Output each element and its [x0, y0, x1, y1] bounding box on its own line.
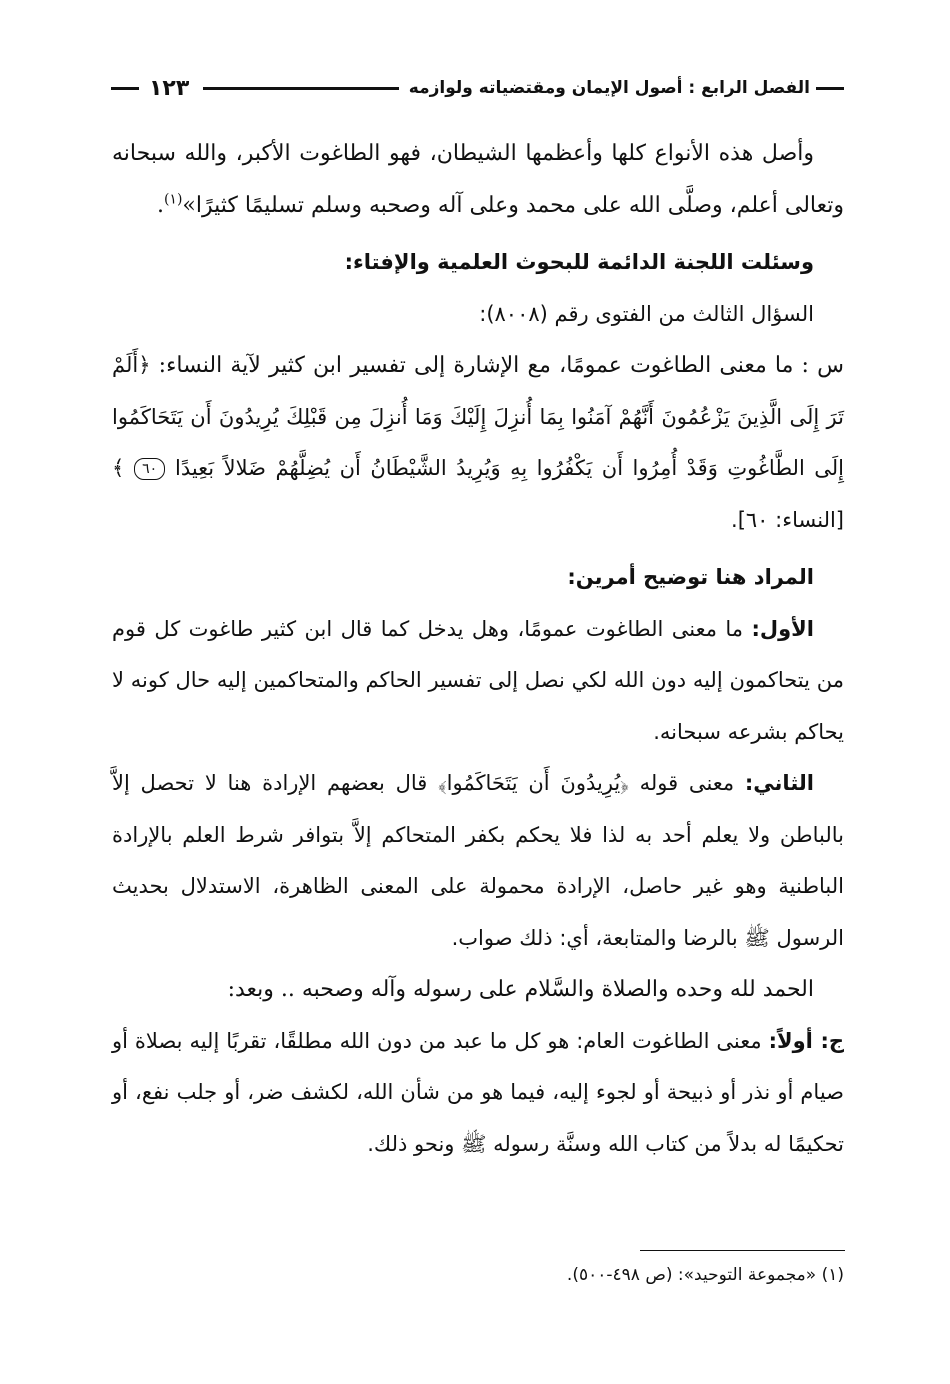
- surah-reference: [النساء: ٦٠].: [731, 507, 844, 532]
- ayah-number: ٦٠: [134, 458, 165, 480]
- first-point: الأول: ما معنى الطاغوت عمومًا، وهل يدخل كما قال ابن كثير طاغوت كل قوم من يتحاكمون إليه دون الله لكي نصل إلى تفسير الحاكم والمتحاكمين إليه حال كونه لا يحاكم بشرعه سبحانه.: [112, 616, 844, 744]
- quran-verse: ﴿أَلَمْ تَرَ إِلَى الَّذِينَ يَزْعُمُونَ أَنَّهُمْ آمَنُوا بِمَا أُنزِلَ إِلَيْكَ وَمَا أُنزِلَ مِن قَبْلِكَ يُرِيدُونَ أَن يَتَحَاكَمُوا إِلَى الطَّاغُوتِ وَقَدْ أُمِرُوا أَن يَكْفُرُوا بِهِ وَيُرِيدُ الشَّيْطَانُ أَن يُضِلَّهُمْ ضَلالاً بَعِيدًا: [112, 353, 845, 480]
- footnote-ref[interactable]: (١): [163, 191, 183, 208]
- main-text: [112, 128, 844, 1170]
- header-dash-right: [816, 87, 844, 90]
- running-header: [105, 68, 850, 108]
- question-paragraph: س : ما معنى الطاغوت عمومًا، مع الإشارة إلى تفسير ابن كثير لآية النساء: ﴿أَلَمْ تَرَ إِلَى الَّذِينَ يَزْعُمُونَ أَنَّهُمْ آمَنُوا بِمَا أُنزِلَ إِلَيْكَ وَمَا أُنزِلَ مِن قَبْلِكَ يُرِيدُونَ أَن يَتَحَاكَمُوا إِلَى الطَّاغُوتِ وَقَدْ أُمِرُوا أَن يَكْفُرُوا بِهِ وَيُرِيدُ الشَّيْطَانُ أَن يُضِلَّهُمْ ضَلالاً بَعِيدًا ٦٠ ﴾ [النساء: ٦٠].: [112, 353, 845, 532]
- chapter-title: الفصل الرابع : أصول الإيمان ومقتضياته ولوازمه: [408, 78, 810, 98]
- footnote-separator: [640, 1250, 845, 1251]
- answer-paragraph: ج: أولاً: معنى الطاغوت العام: هو كل ما عبد من دون الله مطلقًا، تقربًا إليه بصلاة أو صيام أو نذر أو ذبيحة أو لجوء إليه، فيما هو من شأن الله، لكشف ضر، أو جلب نفع، أو تحكيمًا له بدلاً من كتاب الله وسنَّة رسوله ﷺ ونحو ذلك.: [112, 1028, 844, 1156]
- paragraph-1: وأصل هذه الأنواع كلها وأعظمها الشيطان، فهو الطاغوت الأكبر، والله سبحانه وتعالى أعلم، وصلَّى الله على محمد وعلى آله وصحبه وسلم تسليمًا كثيرًا»$^{(١)}$.: [112, 141, 844, 218]
- quran-excerpt: ﴿يُرِيدُونَ أَن يَتَحَاكَمُوا﴾: [438, 771, 629, 795]
- page-number: ١٢٣: [149, 75, 190, 101]
- footnote: (١) «مجموعة التوحيد»: (ص ٤٩٨-٥٠٠).: [566, 1265, 844, 1285]
- answer-opening: الحمد لله وحده والصلاة والسَّلام على رسوله وآله وصحبه .. وبعد:: [227, 977, 814, 1002]
- section-heading: وسئلت اللجنة الدائمة للبحوث العلمية والإفتاء:: [344, 250, 814, 274]
- header-dash-left: [111, 87, 139, 90]
- fatwa-number: السؤال الثالث من الفتوى رقم (٨٠٠٨):: [479, 301, 814, 326]
- clarification-heading: المراد هنا توضيح أمرين:: [567, 565, 814, 589]
- second-point: الثاني: معنى قوله ﴿يُرِيدُونَ أَن يَتَحَاكَمُوا﴾ قال بعضهم الإرادة هنا لا تحصل إلاَّ بالباطن ولا يعلم أحد به لذا فلا يحكم بكفر المتحاكم إلاَّ بتوافر شرط العلم بالإرادة الباطنية وهو غير حاصل، الإرادة محمولة على المعنى الظاهرة، الاستدلال بحديث الرسول ﷺ بالرضا والمتابعة، أي: ذلك صواب.: [112, 771, 844, 950]
- header-rule: [203, 87, 399, 90]
